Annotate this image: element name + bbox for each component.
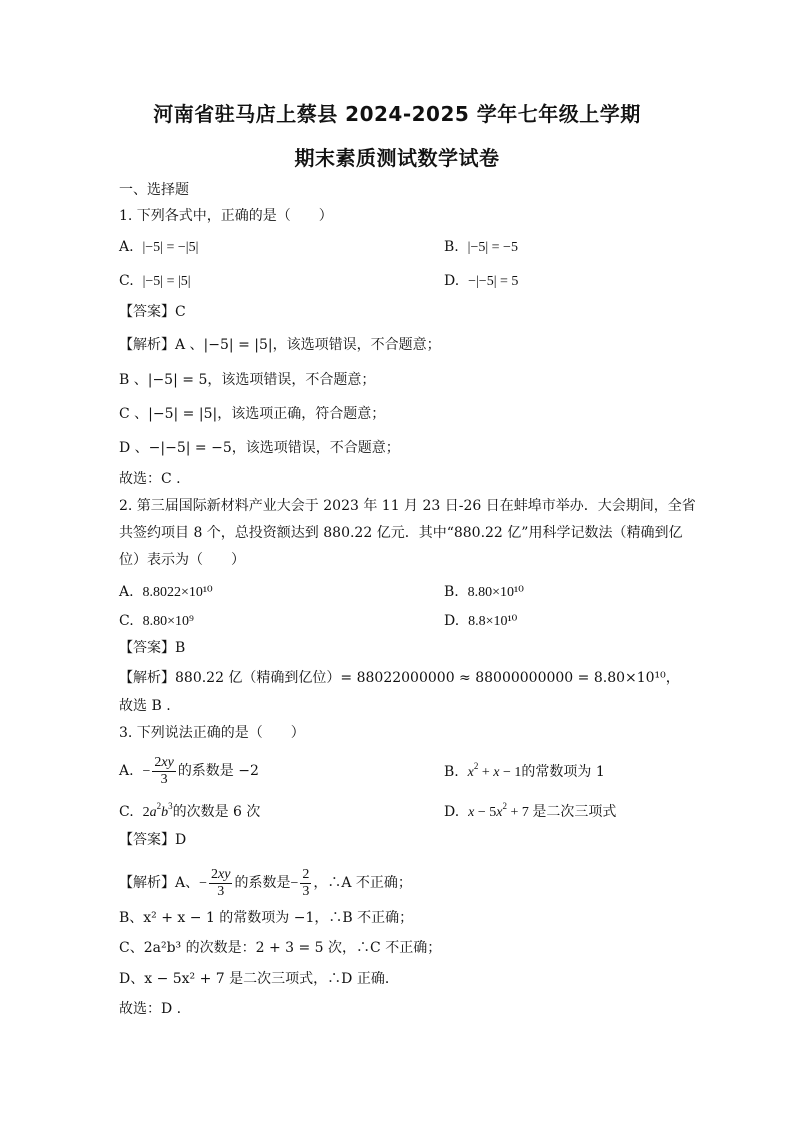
q2-option-d xyxy=(444,612,517,631)
q3-analysis-d: D、x − 5x² + 7 是二次三项式，∴D 正确． xyxy=(119,971,399,987)
q3-analysis-b: B、x² + x − 1 的常数项为 −1，∴B 不正确； xyxy=(119,910,414,926)
option-label: D. xyxy=(444,804,460,820)
q2-stem-line3: 位）表示为（ ） xyxy=(119,552,245,568)
q1-analysis-b: B 、|−5| = 5，该选项错误，不合题意； xyxy=(119,372,376,388)
option-label: C. xyxy=(119,613,134,629)
option-expr: |−5| = −|5| xyxy=(142,240,199,255)
q1-option-c xyxy=(119,272,191,291)
q1-conclusion: 故选：C . xyxy=(119,471,181,487)
section-heading: 一、选择题 xyxy=(119,182,189,198)
q2-option-c xyxy=(119,612,194,631)
q1-analysis-d: D 、−|−5| = −5，该选项错误，不合题意； xyxy=(119,440,400,456)
option-label: D. xyxy=(444,273,460,289)
q2-answer: 【答案】B xyxy=(119,640,186,656)
option-label: C. xyxy=(119,273,134,289)
exam-title-line2: 期末素质测试数学试卷 xyxy=(294,146,500,170)
q1-option-d xyxy=(444,272,518,291)
q2-option-a xyxy=(119,583,213,602)
q3-answer: 【答案】D xyxy=(119,832,187,848)
analysis-prefix: 【解析】A、 xyxy=(119,875,200,891)
q2-option-b xyxy=(444,583,524,602)
option-text: 是二次三项式 xyxy=(532,804,617,820)
q3-option-a: A. − $\frac{2xy}{3}$ 的系数是 −2 xyxy=(119,755,259,787)
option-expr: |−5| = −5 xyxy=(467,240,518,255)
q3-option-b: B. $x^2 + x - 1$的常数项为 1 xyxy=(444,761,605,780)
option-expr: 8.8022×10¹⁰ xyxy=(142,585,213,600)
q3-option-c: C. $2a^2b^3$的次数是 6 次 xyxy=(119,801,261,820)
q1-analysis-c: C 、|−5| = |5|，该选项正确，符合题意； xyxy=(119,406,386,422)
option-text: 的常数项为 1 xyxy=(521,764,605,780)
analysis-suffix: ，∴A 不正确； xyxy=(313,875,412,891)
option-expr: 8.8×10¹⁰ xyxy=(468,614,518,629)
q1-analysis-a: 【解析】A 、|−5| = |5|，该选项错误，不合题意； xyxy=(119,337,441,353)
q2-conclusion: 故选 B . xyxy=(119,698,171,714)
q3-stem: 3. 下列说法正确的是（ ） xyxy=(119,725,305,741)
q3-option-d: D. $x - 5x^2 + 7$ 是二次三项式 xyxy=(444,801,617,820)
q1-answer: 【答案】C xyxy=(119,304,186,320)
option-text: 的系数是 −2 xyxy=(177,763,259,779)
q2-stem-line2: 共签约项目 8 个，总投资额达到 880.22 亿元．其中“880.22 亿”用科学记数法（精确到亿 xyxy=(119,525,683,541)
q2-analysis: 【解析】880.22 亿（精确到亿位）= 88022000000 ≈ 88000000000 = 8.80×10¹⁰， xyxy=(119,670,680,686)
q3-analysis-a: 【解析】A、− $\frac{2xy}{3}$ 的系数是− $\frac{2}{3}$ ，∴A 不正确； xyxy=(119,866,412,899)
q3-analysis-c: C、2a²b³ 的次数是：2 + 3 = 5 次，∴C 不正确； xyxy=(119,940,442,956)
q2-stem-line1: 2. 第三届国际新材料产业大会于 2023 年 11 月 23 日-26 日在蚌埠市举办．大会期间，全省 xyxy=(119,498,696,514)
fraction-2xy-over-3: $\frac{2xy}{3}$ xyxy=(211,867,231,899)
q1-stem: 1. 下列各式中，正确的是（ ） xyxy=(119,208,333,224)
analysis-mid: 的系数是 xyxy=(234,875,291,891)
option-label: A. xyxy=(119,239,134,255)
option-expr: 8.80×10⁹ xyxy=(142,614,194,629)
option-text: 的次数是 6 次 xyxy=(172,804,261,820)
option-label: A. xyxy=(119,584,134,600)
option-label: B. xyxy=(444,764,459,780)
option-expr: 8.80×10¹⁰ xyxy=(467,585,524,600)
option-label: C. xyxy=(119,804,134,820)
option-label: A. xyxy=(119,763,134,779)
option-label: D. xyxy=(444,613,460,629)
fraction-2xy-over-3: $\frac{2xy}{3}$ xyxy=(154,755,174,787)
q1-option-b xyxy=(444,238,518,257)
exam-title-line1: 河南省驻马店上蔡县 2024-2025 学年七年级上学期 xyxy=(153,102,641,126)
option-expr: |−5| = |5| xyxy=(142,274,191,289)
option-label: B. xyxy=(444,239,459,255)
q3-conclusion: 故选：D . xyxy=(119,1001,182,1017)
option-label: B. xyxy=(444,584,459,600)
fraction-2-over-3: $\frac{2}{3}$ xyxy=(302,866,310,899)
q1-option-a xyxy=(119,238,198,257)
option-expr: −|−5| = 5 xyxy=(468,274,519,289)
